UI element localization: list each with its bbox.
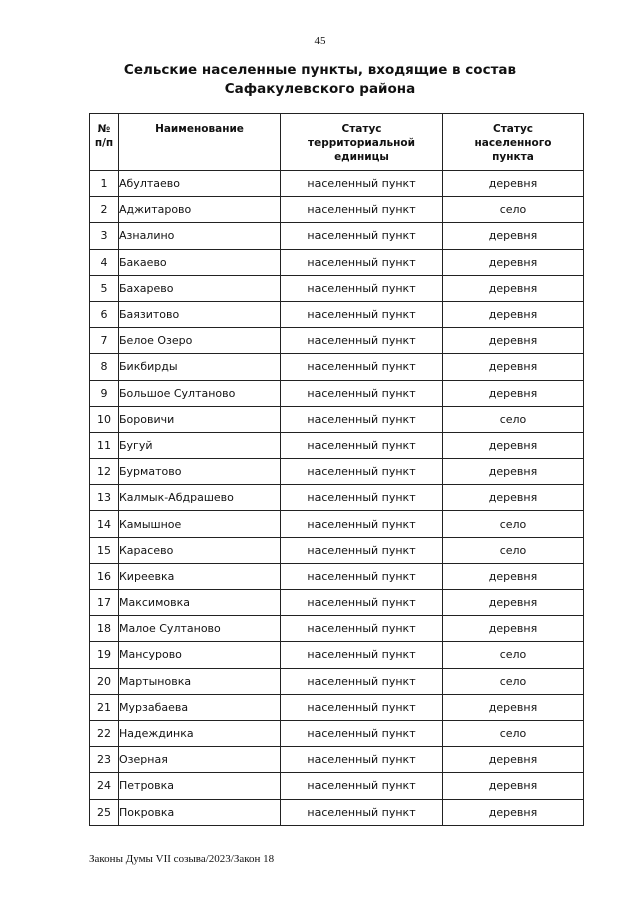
settlement-name-cell: Киреевка <box>119 563 281 589</box>
settlement-status-cell: деревня <box>443 616 584 642</box>
settlement-name-cell: Мансурово <box>119 642 281 668</box>
row-number-cell: 5 <box>90 275 119 301</box>
territorial-status-cell: населенный пункт <box>281 537 443 563</box>
table-row <box>90 747 584 773</box>
territorial-status-cell: населенный пункт <box>281 301 443 327</box>
table-row <box>90 720 584 746</box>
settlement-status-cell: село <box>443 537 584 563</box>
header-territorial-status <box>281 114 443 171</box>
settlement-name-cell: Аджитарово <box>119 197 281 223</box>
table-row <box>90 406 584 432</box>
row-number-cell: 9 <box>90 380 119 406</box>
territorial-status-cell: населенный пункт <box>281 249 443 275</box>
page-title <box>0 61 640 99</box>
header-territorial-line: территориальной <box>307 137 415 149</box>
territorial-status-cell: населенный пункт <box>281 354 443 380</box>
row-number-cell: 25 <box>90 799 119 825</box>
territorial-status-cell: населенный пункт <box>281 694 443 720</box>
table-row <box>90 511 584 537</box>
settlement-status-cell: деревня <box>443 380 584 406</box>
table-row <box>90 328 584 354</box>
header-num-line: № <box>97 123 111 135</box>
territorial-status-cell: населенный пункт <box>281 799 443 825</box>
row-number-cell: 6 <box>90 301 119 327</box>
settlement-name-cell: Мартыновка <box>119 668 281 694</box>
row-number-cell: 23 <box>90 747 119 773</box>
header-territorial-line: единицы <box>334 151 389 163</box>
header-territorial-line: Статус <box>341 123 382 135</box>
row-number-cell: 10 <box>90 406 119 432</box>
settlement-status-cell: деревня <box>443 590 584 616</box>
settlement-status-cell: деревня <box>443 328 584 354</box>
territorial-status-cell: населенный пункт <box>281 223 443 249</box>
header-name-line: Наименование <box>155 123 244 135</box>
table-row <box>90 459 584 485</box>
settlement-name-cell: Бакаево <box>119 249 281 275</box>
table-row <box>90 590 584 616</box>
settlement-status-cell: деревня <box>443 223 584 249</box>
header-num <box>90 114 119 171</box>
territorial-status-cell: населенный пункт <box>281 197 443 223</box>
row-number-cell: 17 <box>90 590 119 616</box>
header-name <box>119 114 281 171</box>
territorial-status-cell: населенный пункт <box>281 590 443 616</box>
row-number-cell: 13 <box>90 485 119 511</box>
header-num-line: п/п <box>94 137 114 149</box>
header-settlement-line: населенного <box>474 137 552 149</box>
settlement-name-cell: Камышное <box>119 511 281 537</box>
row-number-cell: 8 <box>90 354 119 380</box>
row-number-cell: 24 <box>90 773 119 799</box>
settlement-status-cell: деревня <box>443 354 584 380</box>
territorial-status-cell: населенный пункт <box>281 616 443 642</box>
table-row <box>90 223 584 249</box>
settlement-status-cell: деревня <box>443 171 584 197</box>
settlement-name-cell: Бугуй <box>119 432 281 458</box>
table-body <box>90 171 584 826</box>
settlement-status-cell: деревня <box>443 747 584 773</box>
territorial-status-cell: населенный пункт <box>281 432 443 458</box>
settlement-name-cell: Калмык-Абдрашево <box>119 485 281 511</box>
settlement-name-cell: Надеждинка <box>119 720 281 746</box>
row-number-cell: 19 <box>90 642 119 668</box>
table-header-row <box>90 114 584 171</box>
row-number-cell: 15 <box>90 537 119 563</box>
table-row <box>90 249 584 275</box>
territorial-status-cell: населенный пункт <box>281 563 443 589</box>
settlement-status-cell: деревня <box>443 773 584 799</box>
settlement-name-cell: Абултаево <box>119 171 281 197</box>
header-settlement-status <box>443 114 584 171</box>
row-number-cell: 3 <box>90 223 119 249</box>
settlement-status-cell: село <box>443 642 584 668</box>
row-number-cell: 22 <box>90 720 119 746</box>
row-number-cell: 16 <box>90 563 119 589</box>
table-row <box>90 642 584 668</box>
settlement-name-cell: Малое Султаново <box>119 616 281 642</box>
settlement-name-cell: Максимовка <box>119 590 281 616</box>
table-row <box>90 380 584 406</box>
settlement-status-cell: село <box>443 197 584 223</box>
header-settlement-line: пункта <box>492 151 534 163</box>
table-row <box>90 275 584 301</box>
table-row <box>90 668 584 694</box>
row-number-cell: 14 <box>90 511 119 537</box>
settlement-name-cell: Петровка <box>119 773 281 799</box>
table-row <box>90 773 584 799</box>
row-number-cell: 1 <box>90 171 119 197</box>
settlement-name-cell: Баязитово <box>119 301 281 327</box>
territorial-status-cell: населенный пункт <box>281 642 443 668</box>
settlement-status-cell: деревня <box>443 432 584 458</box>
territorial-status-cell: населенный пункт <box>281 406 443 432</box>
footer-reference: Законы Думы VII созыва/2023/Закон 18 <box>89 853 275 865</box>
title-line-2: Сафакулевского района <box>224 81 416 97</box>
row-number-cell: 7 <box>90 328 119 354</box>
table-row <box>90 694 584 720</box>
territorial-status-cell: населенный пункт <box>281 668 443 694</box>
table-row <box>90 616 584 642</box>
settlement-status-cell: деревня <box>443 563 584 589</box>
settlement-status-cell: село <box>443 720 584 746</box>
settlement-name-cell: Озерная <box>119 747 281 773</box>
territorial-status-cell: населенный пункт <box>281 459 443 485</box>
row-number-cell: 12 <box>90 459 119 485</box>
settlement-status-cell: село <box>443 511 584 537</box>
table-row <box>90 301 584 327</box>
row-number-cell: 4 <box>90 249 119 275</box>
territorial-status-cell: населенный пункт <box>281 328 443 354</box>
table-row <box>90 354 584 380</box>
settlement-status-cell: деревня <box>443 485 584 511</box>
settlements-table <box>89 113 584 826</box>
territorial-status-cell: населенный пункт <box>281 171 443 197</box>
territorial-status-cell: населенный пункт <box>281 511 443 537</box>
territorial-status-cell: населенный пункт <box>281 275 443 301</box>
settlement-name-cell: Бикбирды <box>119 354 281 380</box>
settlement-name-cell: Бурматово <box>119 459 281 485</box>
table-row <box>90 171 584 197</box>
settlement-name-cell: Белое Озеро <box>119 328 281 354</box>
row-number-cell: 2 <box>90 197 119 223</box>
header-settlement-line: Статус <box>492 123 534 135</box>
table-row <box>90 197 584 223</box>
settlement-name-cell: Бахарево <box>119 275 281 301</box>
settlement-status-cell: деревня <box>443 694 584 720</box>
territorial-status-cell: населенный пункт <box>281 747 443 773</box>
settlement-name-cell: Карасево <box>119 537 281 563</box>
table-row <box>90 799 584 825</box>
settlement-name-cell: Покровка <box>119 799 281 825</box>
settlement-name-cell: Мурзабаева <box>119 694 281 720</box>
settlement-name-cell: Азналино <box>119 223 281 249</box>
territorial-status-cell: населенный пункт <box>281 773 443 799</box>
settlement-status-cell: деревня <box>443 301 584 327</box>
territorial-status-cell: населенный пункт <box>281 380 443 406</box>
settlement-status-cell: деревня <box>443 459 584 485</box>
settlement-status-cell: деревня <box>443 249 584 275</box>
settlement-status-cell: село <box>443 406 584 432</box>
table-row <box>90 563 584 589</box>
row-number-cell: 20 <box>90 668 119 694</box>
table-row <box>90 432 584 458</box>
row-number-cell: 18 <box>90 616 119 642</box>
table-row <box>90 537 584 563</box>
row-number-cell: 21 <box>90 694 119 720</box>
territorial-status-cell: населенный пункт <box>281 485 443 511</box>
table-row <box>90 485 584 511</box>
settlement-name-cell: Боровичи <box>119 406 281 432</box>
row-number-cell: 11 <box>90 432 119 458</box>
settlement-status-cell: село <box>443 668 584 694</box>
territorial-status-cell: населенный пункт <box>281 720 443 746</box>
page-number: 45 <box>314 35 326 47</box>
settlement-name-cell: Большое Султаново <box>119 380 281 406</box>
title-line-1: Сельские населенные пункты, входящие в состав <box>123 62 517 78</box>
settlement-status-cell: деревня <box>443 799 584 825</box>
settlement-status-cell: деревня <box>443 275 584 301</box>
